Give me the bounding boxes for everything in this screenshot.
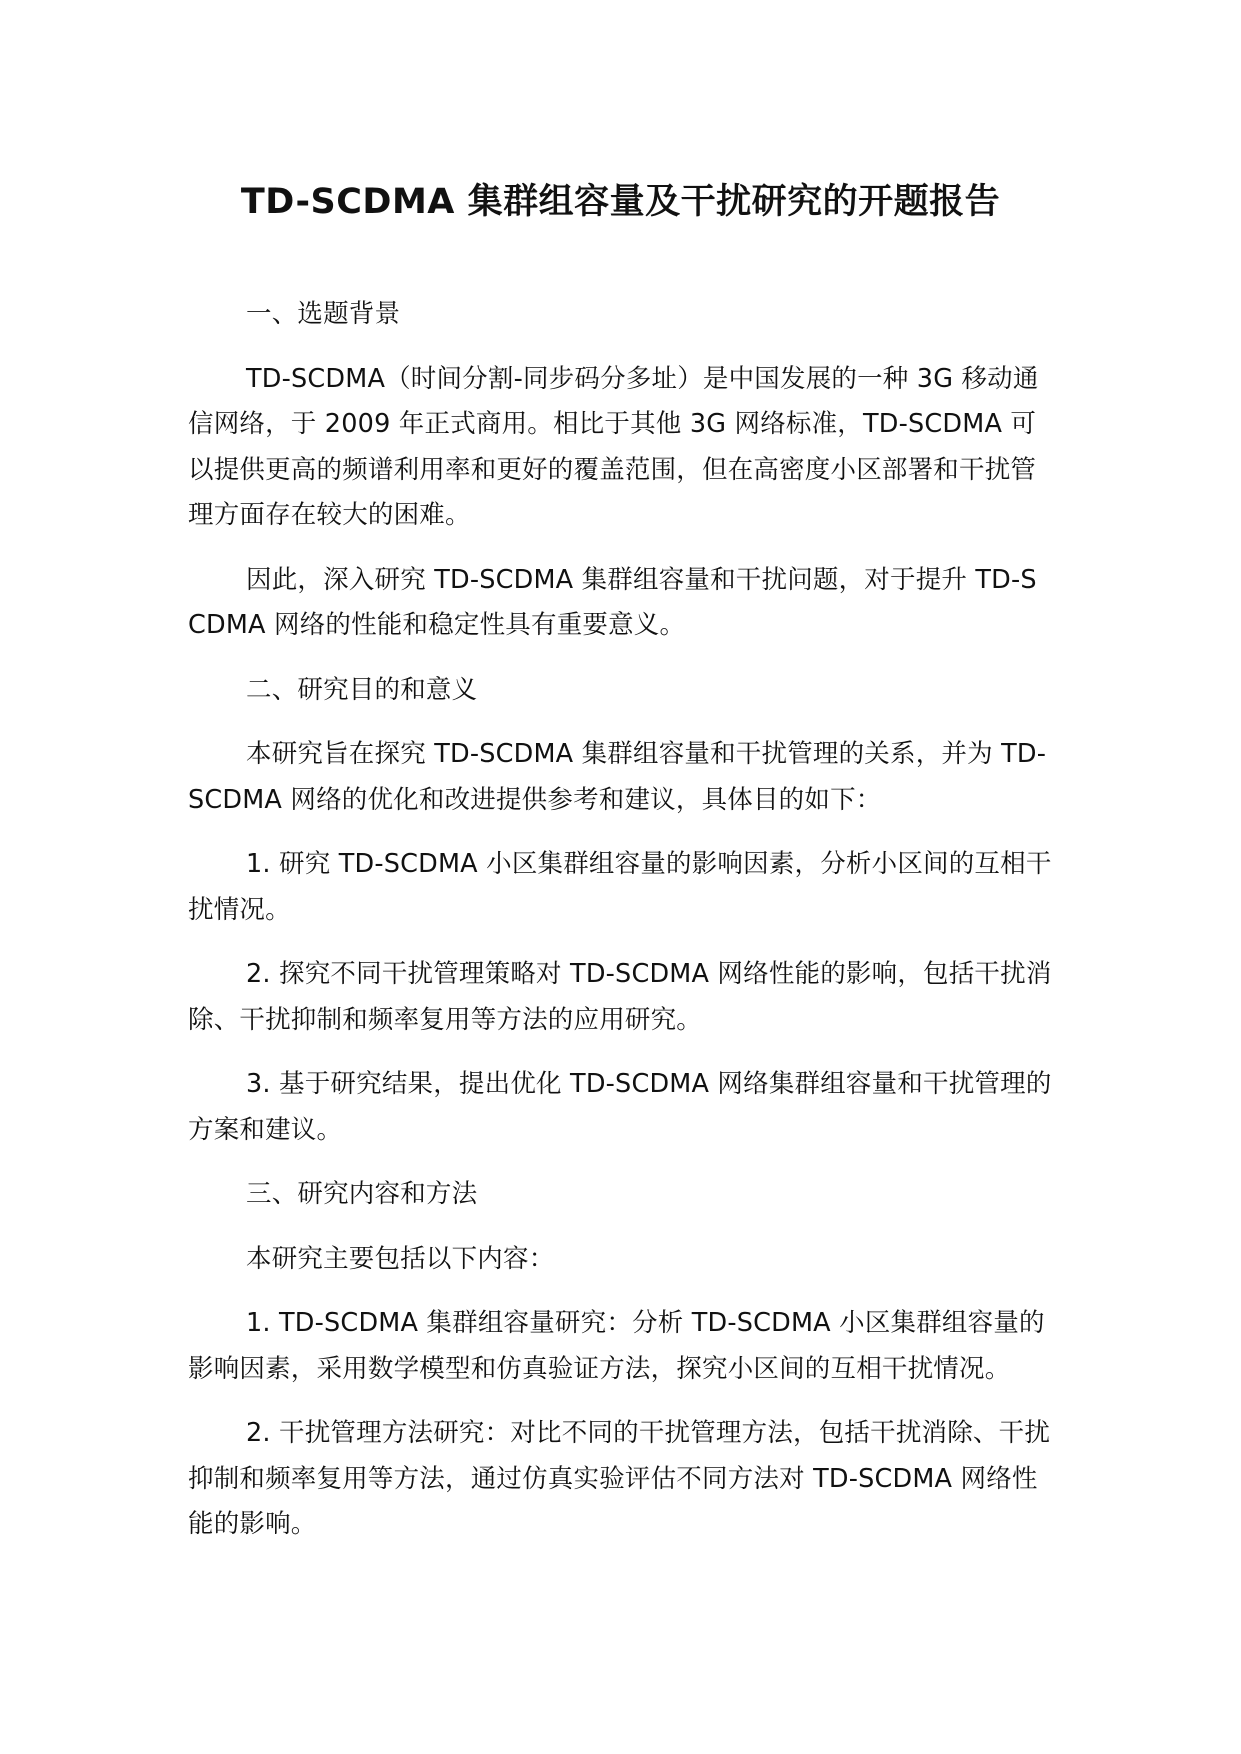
section-heading-content-methods: 三、研究内容和方法	[246, 1179, 478, 1209]
section-heading-purpose: 二、研究目的和意义	[246, 674, 478, 705]
list-item-purpose-3: 3. 基于研究结果，提出优化 TD-SCDMA 网络集群组容量和干扰管理的方案和建议。	[188, 1069, 1052, 1145]
document-body	[188, 292, 1052, 1567]
paragraph-background-significance: 因此，深入研究 TD-SCDMA 集群组容量和干扰问题，对于提升 TD-SCDMA 网络的性能和稳定性具有重要意义。	[188, 564, 1037, 640]
section-heading-background: 一、选题背景	[246, 299, 401, 329]
paragraph-background-intro: TD-SCDMA（时间分割-同步码分多址）是中国发展的一种 3G 移动通信网络，于 2009 年正式商用。相比于其他 3G 网络标准，TD-SCDMA 可以提供更高的频谱利用率和更好的覆盖范围，但在高密度小区部署和干扰管理方面存在较大的困难。	[188, 363, 1039, 530]
paragraph-purpose-intro: 本研究旨在探究 TD-SCDMA 集群组容量和干扰管理的关系，并为 TD-SCDMA 网络的优化和改进提供参考和建议，具体目的如下：	[188, 739, 1047, 815]
document-title: TD-SCDMA 集群组容量及干扰研究的开题报告	[240, 182, 1001, 222]
list-item-content-1: 1. TD-SCDMA 集群组容量研究：分析 TD-SCDMA 小区集群组容量的影响因素，采用数学模型和仿真验证方法，探究小区间的互相干扰情况。	[188, 1308, 1045, 1384]
list-item-content-2: 2. 干扰管理方法研究：对比不同的干扰管理方法，包括干扰消除、干扰抑制和频率复用等方法，通过仿真实验评估不同方法对 TD-SCDMA 网络性能的影响。	[188, 1418, 1051, 1539]
list-item-purpose-1: 1. 研究 TD-SCDMA 小区集群组容量的影响因素，分析小区间的互相干扰情况。	[188, 849, 1052, 925]
paragraph-content-intro: 本研究主要包括以下内容：	[246, 1243, 555, 1274]
list-item-purpose-2: 2. 探究不同干扰管理策略对 TD-SCDMA 网络性能的影响，包括干扰消除、干扰抑制和频率复用等方法的应用研究。	[188, 959, 1052, 1035]
